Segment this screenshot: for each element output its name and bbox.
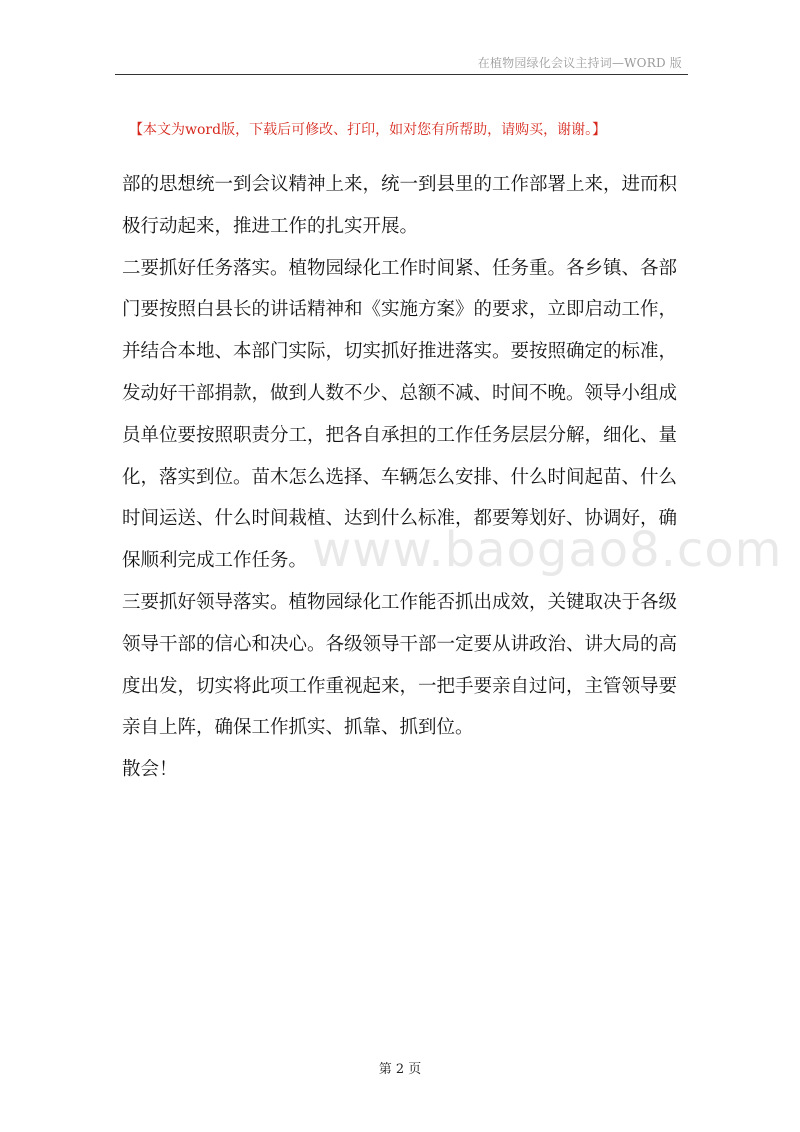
body-line: 部的思想统一到会议精神上来，统一到县里的工作部署上来，进而积: [122, 174, 678, 195]
page-header-title: 在植物园绿化会议主持词—WORD 版: [477, 56, 682, 70]
body-line: 门要按照白县长的讲话精神和《实施方案》的要求，立即启动工作，: [122, 299, 678, 321]
body-line: 时间运送、什么时间栽植、达到什么标准，都要筹划好、协调好，确: [122, 508, 678, 530]
document-body: [122, 164, 684, 791]
body-line: 极行动起来，推进工作的扎实开展。: [122, 215, 419, 237]
body-line: 二要抓好任务落实。植物园绿化工作时间紧、任务重。各乡镇、各部: [122, 257, 678, 279]
watermark: www.baogao8.com: [312, 522, 783, 578]
purchase-notice: 【本文为word版，下载后可修改、打印，如对您有所帮助，请购买，谢谢。】: [129, 122, 607, 138]
body-line: 保顺利完成工作任务。: [122, 550, 308, 572]
body-line: 发动好干部捐款，做到人数不少、总额不减、时间不晚。领导小组成: [122, 382, 678, 404]
body-line: 员单位要按照职责分工，把各自承担的工作任务层层分解，细化、量: [122, 424, 678, 446]
body-line: 领导干部的信心和决心。各级领导干部一定要从讲政治、讲大局的高: [122, 633, 678, 655]
body-line: 化，落实到位。苗木怎么选择、车辆怎么安排、什么时间起苗、什么: [122, 466, 678, 488]
header-divider: [115, 74, 688, 75]
body-line: 并结合本地、本部门实际，切实抓好推进落实。要按照确定的标准，: [122, 341, 678, 363]
page-number: 第 2 页: [378, 1062, 422, 1077]
body-line: 度出发，切实将此项工作重视起来，一把手要亲自过问，主管领导要: [122, 675, 678, 697]
closing-line: 散会！: [122, 759, 178, 781]
body-line: 三要抓好领导落实。植物园绿化工作能否抓出成效，关键取决于各级: [122, 591, 678, 613]
body-line: 亲自上阵，确保工作抓实、抓靠、抓到位。: [122, 717, 474, 739]
